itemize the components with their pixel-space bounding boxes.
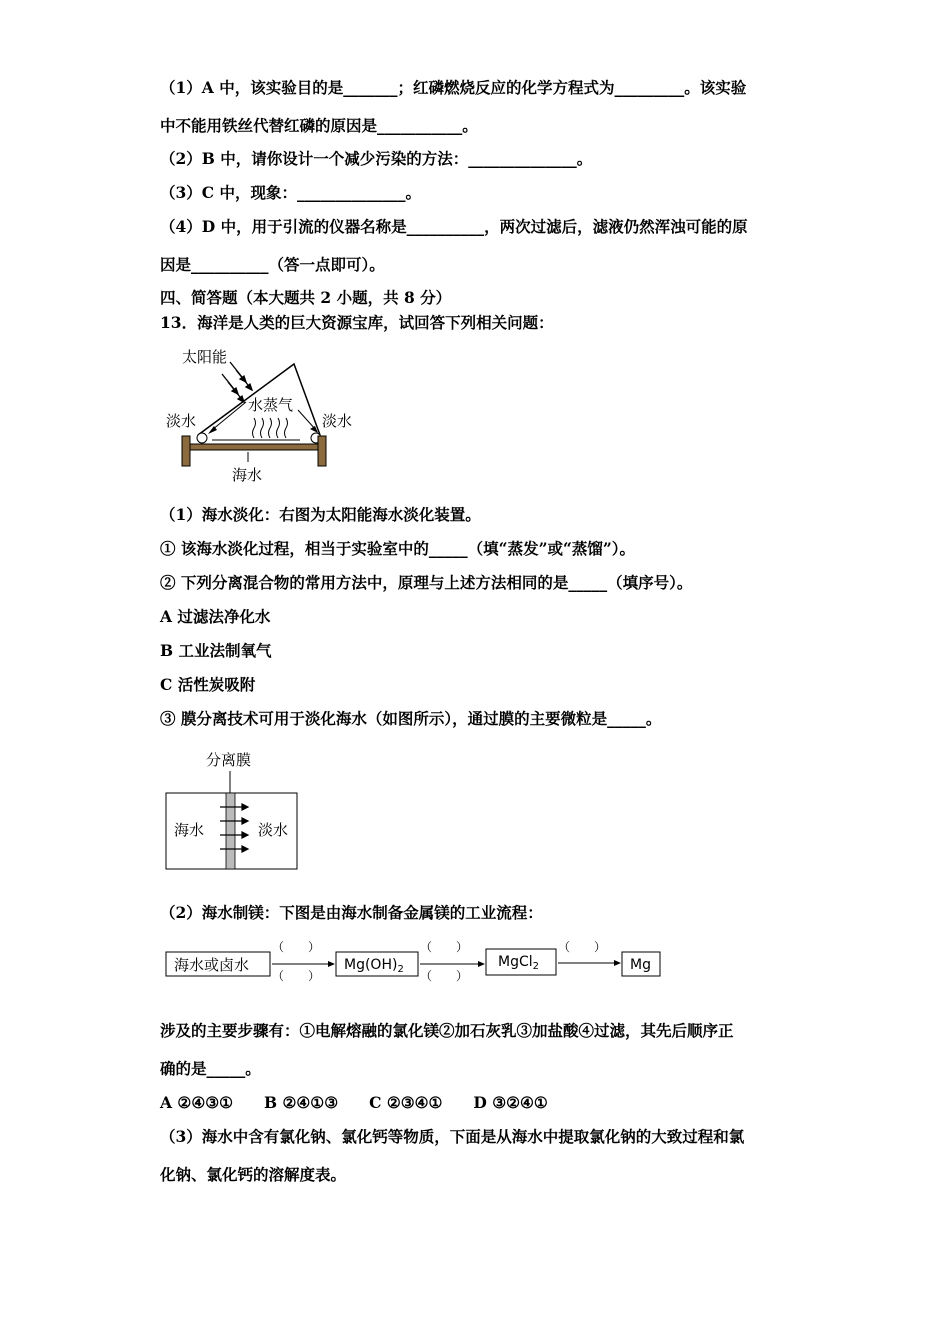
flow-mgoh2-sub: 2 <box>397 964 404 975</box>
flow-blank-1-bottom: （ ） <box>272 969 321 983</box>
q13-part2-title: （2）海水制镁：下图是由海水制备金属镁的工业流程： <box>160 903 543 922</box>
q13-stem: 13．海洋是人类的巨大资源宝库，试回答下列相关问题： <box>160 313 554 332</box>
flow-blank-3-top: （ ） <box>558 940 607 954</box>
membrane-diagram <box>160 745 305 875</box>
q13-steps-line-1: 涉及的主要步骤有：①电解熔融的氯化镁②加石灰乳③加盐酸④过滤，其先后顺序正 <box>160 1021 734 1040</box>
membrane-label: 分离膜 <box>206 751 252 769</box>
sea-water-label: 海水 <box>232 466 263 484</box>
fresh-water-left-label: 淡水 <box>166 412 197 430</box>
flow-mg-label: Mg <box>630 957 651 973</box>
q13-choices: A ②④③① B ②④①③ C ②③④① D ③②④① <box>160 1093 548 1112</box>
section-title: 四、简答题（本大题共 2 小题，共 8 分） <box>160 288 452 307</box>
q12-line-5: （4）D 中，用于引流的仪器名称是__________，两次过滤后，滤液仍然浑浊可能的原 <box>160 217 748 236</box>
flow-mgoh2-label: Mg(OH) <box>344 957 398 973</box>
q12-line-1: （1）A 中，该实验目的是_______；红磷燃烧反应的化学方程式为_________。该实验 <box>160 78 747 97</box>
q13-part1-q1: ① 该海水淡化过程，相当于实验室中的_____（填“蒸发”或“蒸馏”）。 <box>160 539 636 558</box>
flow-mgcl2-label: MgCl <box>498 954 533 970</box>
q13-part3-line-2: 化钠、氯化钙的溶解度表。 <box>160 1165 347 1184</box>
flow-blank-2-top: （ ） <box>420 940 469 954</box>
flow-mgcl2-sub: 2 <box>532 961 540 972</box>
sun-label: 太阳能 <box>182 348 228 366</box>
q13-steps-line-2: 确的是_____。 <box>160 1059 261 1078</box>
vapor-wavy-arrows <box>253 418 288 438</box>
option-c: C 活性炭吸附 <box>160 675 256 694</box>
q12-line-3: （2）B 中，请你设计一个减少污染的方法：______________。 <box>160 149 593 168</box>
q13-part3-line-1: （3）海水中含有氯化钠、氯化钙等物质，下面是从海水中提取氯化钠的大致过程和氯 <box>160 1127 745 1146</box>
flow-start-label: 海水或卤水 <box>174 956 250 974</box>
solar-desalination-diagram <box>160 340 370 490</box>
membrane-sea-label: 海水 <box>174 821 205 839</box>
flow-blank-2-bottom: （ ） <box>420 969 469 983</box>
q12-line-2: 中不能用铁丝代替红磷的原因是___________。 <box>160 116 478 135</box>
svg-text:Mg(OH)2 <box>344 957 404 975</box>
fresh-water-right-label: 淡水 <box>322 412 353 430</box>
vapor-label: 水蒸气 <box>248 396 294 414</box>
membrane-fresh-label: 淡水 <box>258 821 289 839</box>
option-b: B 工业法制氧气 <box>160 641 272 660</box>
flow-blank-1-top: （ ） <box>272 940 321 954</box>
option-a: A 过滤法净化水 <box>160 607 271 626</box>
q13-part1-q2: ② 下列分离混合物的常用方法中，原理与上述方法相同的是_____（填序号）。 <box>160 573 693 592</box>
q12-line-6: 因是__________（答一点即可）。 <box>160 255 385 274</box>
q13-part1-q3: ③ 膜分离技术可用于淡化海水（如图所示），通过膜的主要微粒是_____。 <box>160 709 662 728</box>
q12-line-4: （3）C 中，现象：______________。 <box>160 183 422 202</box>
q13-part1-title: （1）海水淡化：右图为太阳能海水淡化装置。 <box>160 505 481 524</box>
magnesium-flow-diagram <box>160 935 670 985</box>
